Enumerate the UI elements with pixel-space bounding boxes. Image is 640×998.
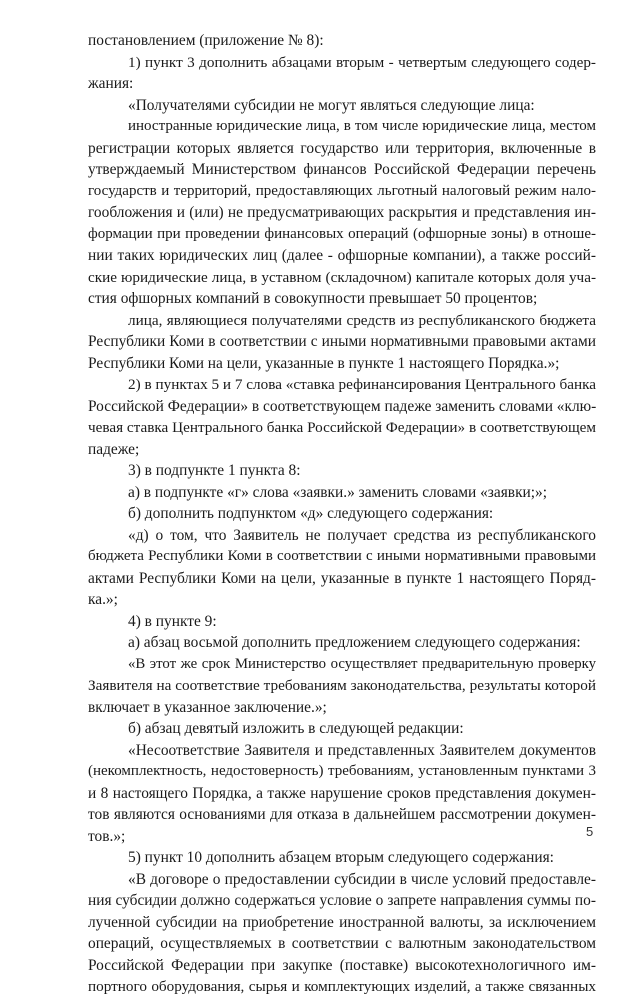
text-line: Республики Коми в соответствии с иными нормативными правовыми актами [88,333,596,350]
text-line: лица, являющиеся получателями средств из республиканского бюджета [128,311,596,329]
text-line: актами Республики Коми на цели, указанные в пункте 1 настоящего Поряд- [88,569,596,587]
text-line: утверждаемый Министерством финансов Российской Федерации перечень [88,161,596,178]
text-line: ка.»; [88,591,118,608]
page-number: 5 [586,824,594,839]
text-line: и 8 настоящего Порядка, а также нарушение сроков представления докумен- [88,784,596,802]
text-line: гообложения и (или) не предусматривающих раскрытия и представления ин- [88,204,596,221]
text-line: регистрации которых является государство или территория, включенные в [88,139,596,157]
text-line: Заявителя на соответствие требованиям законодательства, результаты которой [88,677,596,694]
text-line: «Несоответствие Заявителя и представленных Заявителем документов [128,741,596,759]
text-line: чевая ставка Центрального банка Российской Федерации» в соответствующем [88,419,596,436]
text-line: ские юридические лица, в уставном (складочном) капитале которых доля уча- [88,268,596,286]
text-line: а) абзац восьмой дополнить предложением следующего содержания: [128,634,581,651]
text-line: «В договоре о предоставлении субсидии в числе условий предоставле- [128,870,596,888]
text-line: «В этот же срок Министерство осуществляет предварительную проверку [128,655,596,672]
text-line: иностранные юридические лица, в том числе юридические лица, местом [128,118,596,134]
text-line: «д) о том, что Заявитель не получает средства из республиканского [128,526,596,544]
text-line: нии таких юридических лиц (далее - офшорные компании), а также россий- [88,247,596,264]
text-line: Российской Федерации» в соответствующем падеже заменить словами «клю- [88,397,597,415]
text-line: 1) пункт 3 дополнить абзацами вторым - четвертым следующего содер- [128,53,596,71]
text-line: портного оборудования, сырья и комплектующих изделий, а также связанных [88,978,596,995]
text-line: а) в подпункте «г» слова «заявки.» заменить словами «заявки;»; [128,483,548,501]
text-line: б) абзац девятый изложить в следующей редакции: [128,720,464,737]
text-line: государств и территорий, предоставляющих льготный налоговый режим нало- [88,182,596,199]
text-line: (некомплектность, недостоверность) требованиям, установленным пунктами 3 [88,763,596,779]
text-line: лученной субсидии на приобретение иностранной валюты, за исключением [88,913,596,931]
text-line: 2) в пунктах 5 и 7 слова «ставка рефинансирования Центрального банка [128,376,596,393]
text-line: стия офшорных компаний в совокупности превышает 50 процентов; [88,290,538,307]
body-text [88,30,596,998]
text-line: тов.»; [88,827,126,845]
text-line: падеже; [88,440,140,458]
text-line: постановлением (приложение № 8): [88,32,324,49]
text-line: Российской Федерации при закупке (поставке) высокотехнологичного им- [88,956,596,974]
text-line: 4) в пункте 9: [128,612,217,630]
text-line: б) дополнить подпунктом «д» следующего содержания: [128,505,494,522]
text-line: тов являются основаниями для отказа в дальнейшем рассмотрении докумен- [88,806,596,823]
text-line: 5) пункт 10 дополнить абзацем вторым следующего содержания: [128,849,554,866]
text-line: операций, осуществляемых в соответствии с валютным законодательством [88,935,596,952]
text-line: формации при проведении финансовых операций (офшорные зоны) в отноше- [88,225,596,242]
text-line: 3) в подпункте 1 пункта 8: [128,462,301,479]
text-line: Республики Коми на цели, указанные в пункте 1 настоящего Порядка.»; [88,354,560,372]
text-line: ния субсидии должно содержаться условие о запрете направления суммы по- [88,892,596,909]
text-line: жания: [88,75,134,92]
text-line: включает в указанное заключение.»; [88,698,327,716]
text-line: «Получателями субсидии не могут являться следующие лица: [128,96,535,114]
text-line: бюджета Республики Коми в соответствии с иными нормативными правовыми [88,548,596,564]
